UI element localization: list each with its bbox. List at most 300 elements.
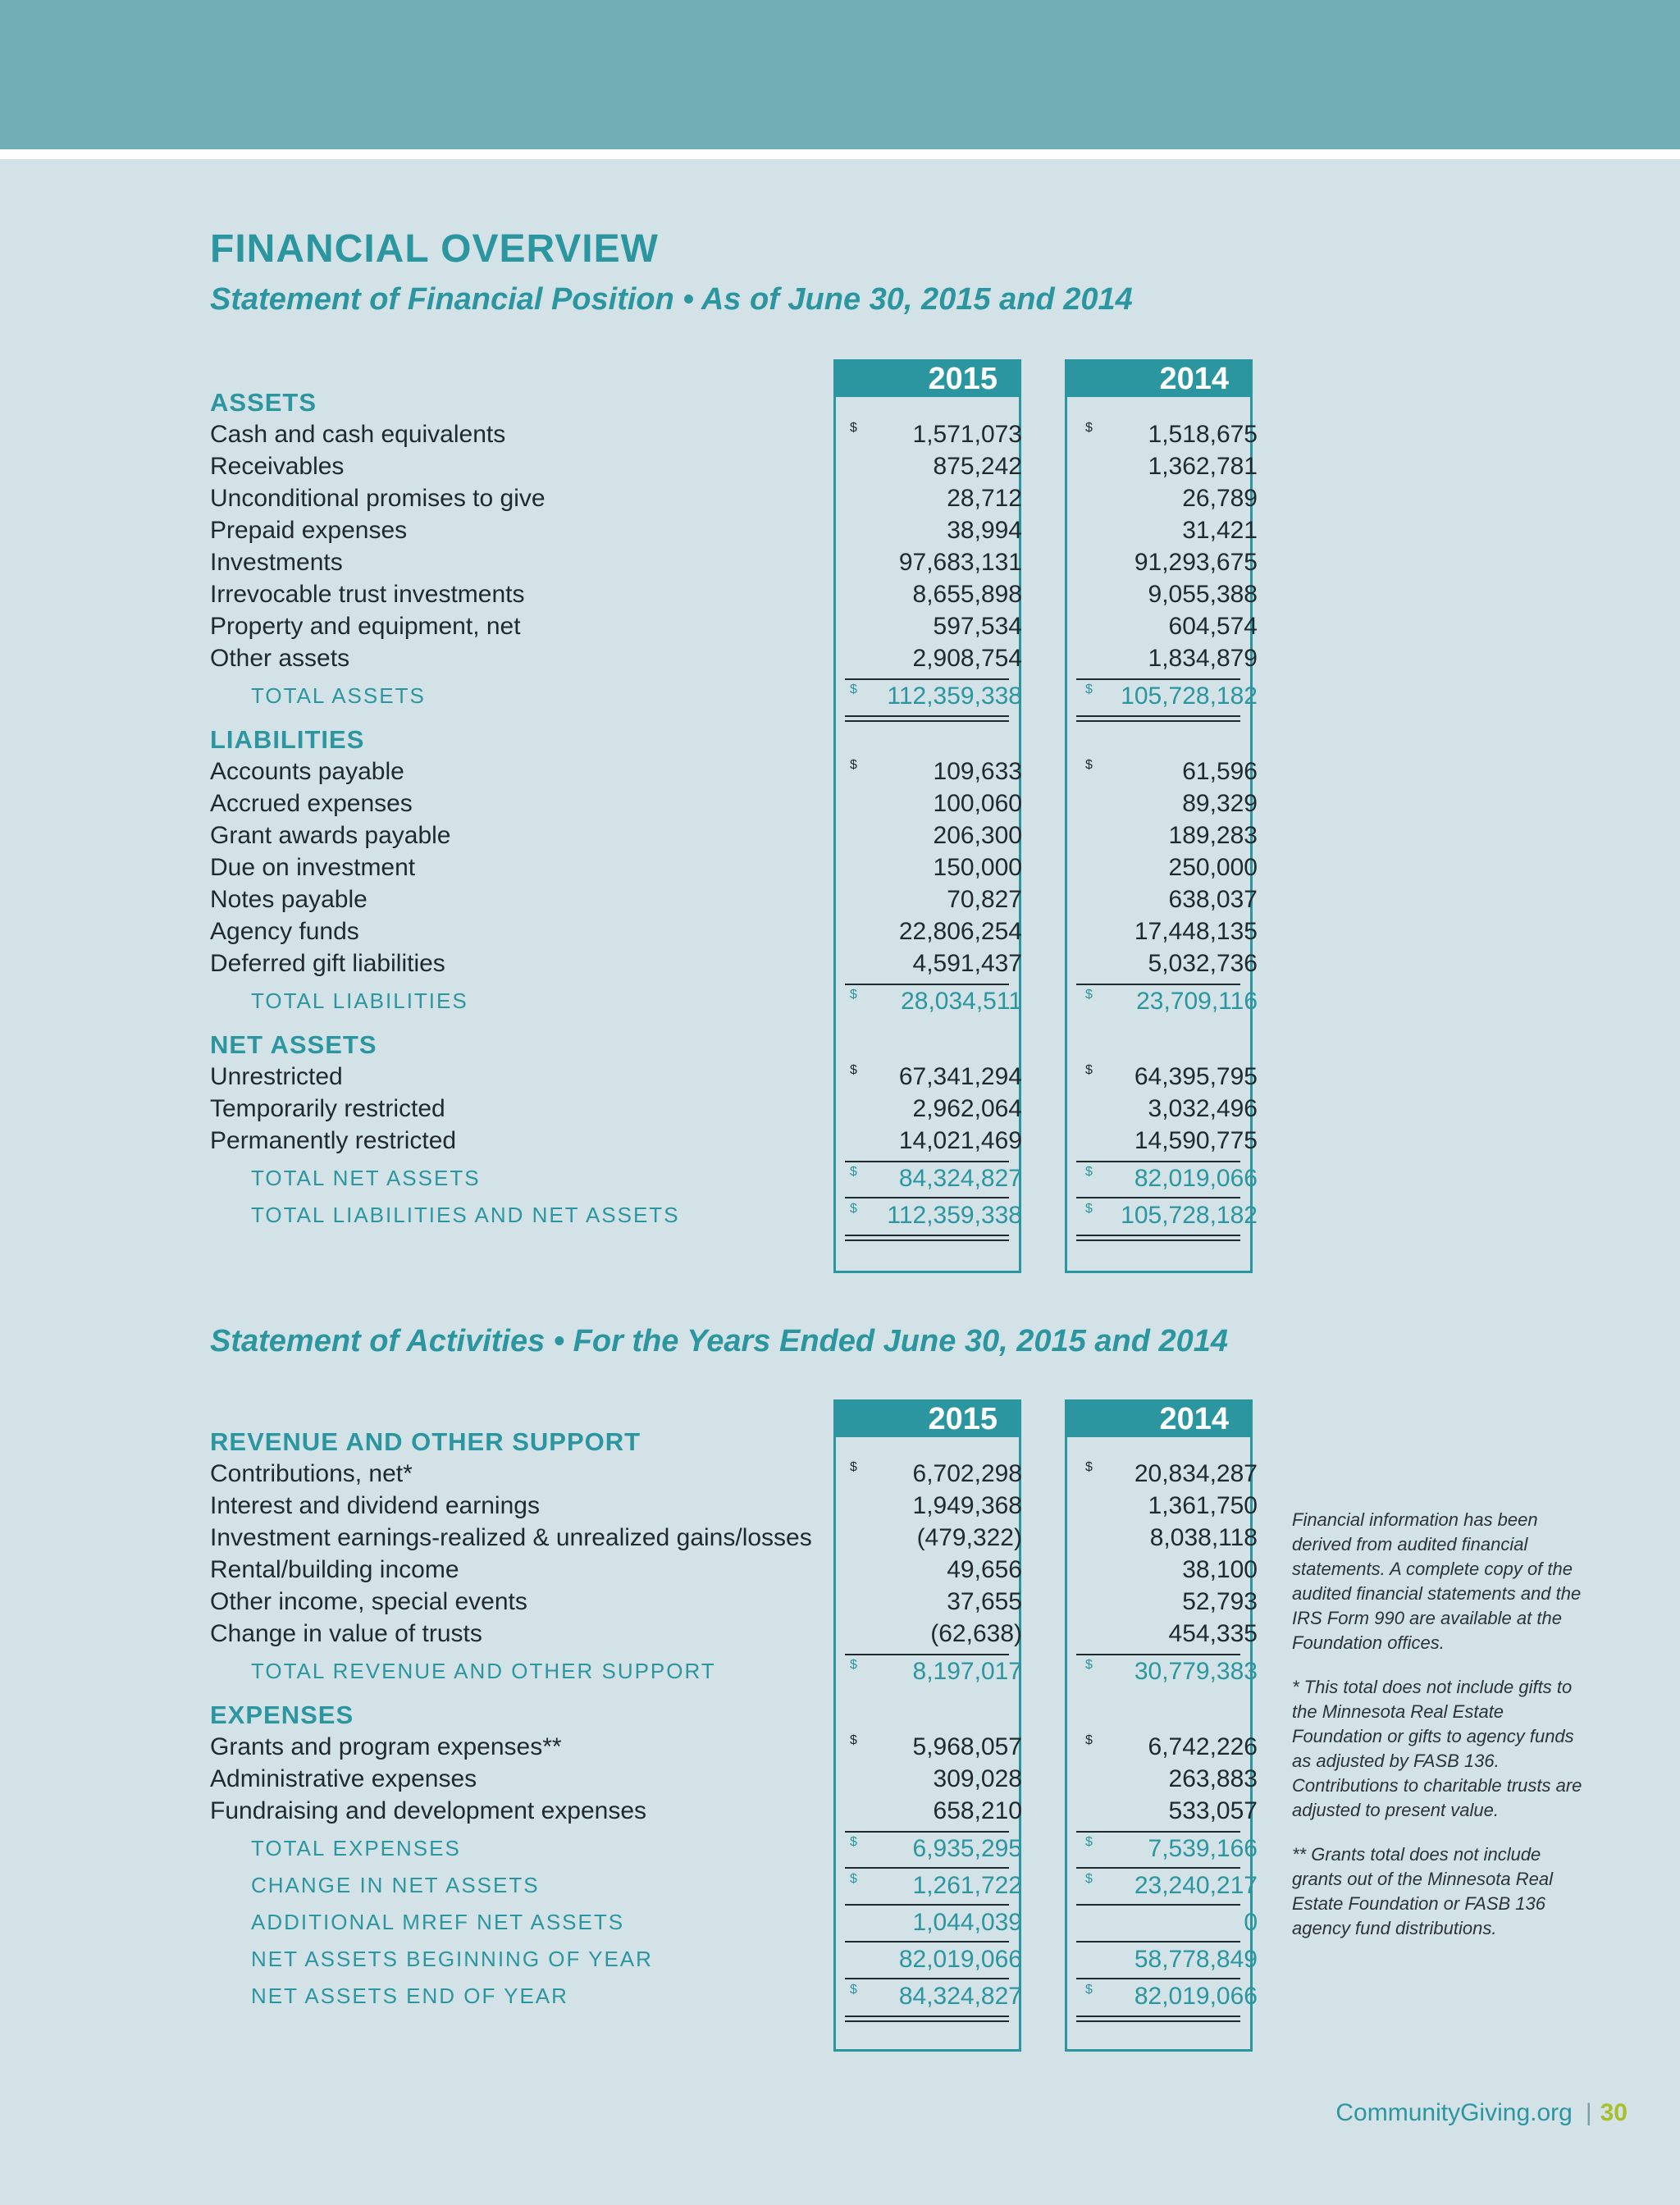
activities-row-label: TOTAL EXPENSES [251, 1836, 461, 1860]
underline-rule [1076, 678, 1240, 680]
activities-amount: 5,968,057 [912, 1733, 1022, 1760]
activities-value-2014 [1085, 1906, 1258, 1938]
position-amount: 22,806,254 [898, 918, 1022, 945]
position-value-2014 [1085, 1199, 1258, 1231]
position-row-section [210, 724, 1260, 756]
position-value-2015 [850, 1093, 1022, 1125]
position-row-label: Prepaid expenses [210, 517, 408, 544]
position-value-2014 [1085, 642, 1258, 674]
position-value-2015 [850, 546, 1022, 578]
position-value-2015 [850, 1162, 1022, 1194]
position-value-2014 [1085, 819, 1258, 851]
position-value-2014 [1085, 418, 1258, 450]
position-row-line [210, 642, 1260, 674]
activities-amount: 1,044,039 [912, 1909, 1022, 1936]
activities-value-2015 [850, 1906, 1022, 1938]
position-row-line [210, 915, 1260, 947]
position-amount: 112,359,338 [887, 1202, 1022, 1229]
activities-row-line [210, 1980, 1260, 2012]
position-value-2015 [850, 883, 1022, 915]
activities-row-section [210, 1426, 1260, 1458]
activities-value-2014 [1085, 1586, 1258, 1618]
underline-rule [1076, 1831, 1240, 1833]
activities-amount: 52,793 [1182, 1588, 1258, 1615]
position-row-line [210, 482, 1260, 514]
position-row-label: TOTAL NET ASSETS [251, 1166, 481, 1190]
position-amount: 150,000 [933, 854, 1022, 881]
dollar-sign: $ [1085, 421, 1093, 435]
position-row-label: Unrestricted [210, 1063, 343, 1090]
position-amount: 4,591,437 [912, 950, 1022, 977]
position-value-2014 [1085, 1061, 1258, 1093]
underline-rule [845, 1904, 1009, 1906]
dollar-sign: $ [850, 1835, 857, 1849]
activities-amount: (479,322) [916, 1524, 1022, 1551]
activities-row-line [210, 1490, 1260, 1522]
activities-amount: 454,335 [1168, 1620, 1258, 1647]
underline-rule [845, 984, 1009, 985]
activities-value-2014 [1085, 1980, 1258, 2012]
position-amount: 1,362,781 [1148, 453, 1258, 480]
position-row-label: Other assets [210, 645, 350, 672]
position-row-line [210, 985, 1260, 1017]
page-footer [1335, 2097, 1628, 2130]
activities-value-2015 [850, 1980, 1022, 2012]
underline-rule [845, 1978, 1009, 1979]
activities-row-line [210, 1458, 1260, 1490]
activities-row-label: TOTAL REVENUE AND OTHER SUPPORT [251, 1659, 716, 1683]
position-amount: 109,633 [933, 758, 1022, 785]
underline-rule [845, 678, 1009, 680]
position-value-2015 [850, 947, 1022, 979]
activities-value-2014 [1085, 1655, 1258, 1687]
position-amount: 61,596 [1182, 758, 1258, 785]
position-value-2015 [850, 418, 1022, 450]
activities-amount: 658,210 [933, 1797, 1022, 1824]
activities-value-2015 [850, 1869, 1022, 1901]
footnotes [1292, 1508, 1587, 1961]
position-amount: 38,994 [947, 517, 1022, 544]
activities-value-2015 [850, 1458, 1022, 1490]
position-amount: 2,962,064 [912, 1095, 1022, 1122]
underline-rule [845, 1235, 1009, 1236]
position-row-label: Permanently restricted [210, 1127, 457, 1154]
position-amount: 638,037 [1168, 886, 1258, 913]
position-amount: 8,655,898 [912, 581, 1022, 608]
position-row-line [210, 546, 1260, 578]
position-amount: 597,534 [933, 613, 1022, 640]
position-row-line [210, 883, 1260, 915]
position-value-2014 [1085, 514, 1258, 546]
activities-row-label: ADDITIONAL MREF NET ASSETS [251, 1910, 625, 1934]
activities-amount: 8,197,017 [912, 1658, 1022, 1685]
position-row-line [210, 1199, 1260, 1231]
dollar-sign: $ [1085, 1658, 1093, 1672]
position-row-line [210, 851, 1260, 883]
activities-row-label: Change in value of trusts [210, 1620, 482, 1647]
underline-rule [845, 1654, 1009, 1655]
activities-row-line [210, 1795, 1260, 1827]
activities-amount: 533,057 [1168, 1797, 1258, 1824]
activities-amount: 6,742,226 [1148, 1733, 1258, 1760]
position-value-2014 [1085, 756, 1258, 788]
position-row-line [210, 418, 1260, 450]
double-underline-rule [1076, 1239, 1240, 1241]
position-row-line [210, 819, 1260, 851]
underline-rule [845, 1867, 1009, 1869]
activities-row-label: Fundraising and development expenses [210, 1797, 647, 1824]
underline-rule [845, 2016, 1009, 2017]
underline-rule [845, 1831, 1009, 1833]
activities-amount: 309,028 [933, 1765, 1022, 1792]
activities-row-line [210, 1554, 1260, 1586]
activities-value-2014 [1085, 1618, 1258, 1650]
underline-rule [1076, 1161, 1240, 1162]
dollar-sign: $ [1085, 1835, 1093, 1849]
position-value-2014 [1085, 680, 1258, 712]
position-row-line [210, 788, 1260, 819]
activities-row-line [210, 1655, 1260, 1687]
position-value-2014 [1085, 947, 1258, 979]
activities-value-2014 [1085, 1554, 1258, 1586]
activities-amount: 0 [1244, 1909, 1258, 1936]
activities-amount: 20,834,287 [1134, 1460, 1258, 1487]
position-row-line [210, 756, 1260, 788]
position-amount: 17,448,135 [1134, 918, 1258, 945]
position-amount: 26,789 [1182, 485, 1258, 512]
position-amount: 875,242 [933, 453, 1022, 480]
position-row-label: Receivables [210, 453, 345, 480]
dollar-sign: $ [1085, 1460, 1093, 1474]
activities-value-2014 [1085, 1522, 1258, 1554]
position-value-2014 [1085, 1125, 1258, 1157]
activities-value-2015 [850, 1833, 1022, 1865]
dollar-sign: $ [850, 1733, 857, 1747]
underline-rule [1076, 2016, 1240, 2017]
dollar-sign: $ [850, 1165, 857, 1179]
position-value-2015 [850, 578, 1022, 610]
position-amount: 189,283 [1168, 822, 1258, 849]
position-row-line [210, 450, 1260, 482]
dollar-sign: $ [850, 421, 857, 435]
position-row-section [210, 386, 1260, 418]
activities-amount: 30,779,383 [1134, 1658, 1258, 1685]
position-value-2015 [850, 610, 1022, 642]
underline-rule [1076, 1941, 1240, 1942]
position-row-line [210, 1162, 1260, 1194]
position-value-2015 [850, 482, 1022, 514]
position-row-label: Notes payable [210, 886, 368, 913]
page-title: FINANCIAL OVERVIEW [210, 227, 659, 271]
double-underline-rule [845, 2020, 1009, 2022]
position-amount: 1,518,675 [1148, 421, 1258, 448]
activities-row-label: NET ASSETS BEGINNING OF YEAR [251, 1947, 653, 1971]
activities-amount: 8,038,118 [1149, 1524, 1258, 1551]
activities-amount: (62,638) [930, 1620, 1022, 1647]
activities-amount: 38,100 [1182, 1556, 1258, 1583]
activities-value-2014 [1085, 1833, 1258, 1865]
activities-row-line [210, 1586, 1260, 1618]
dollar-sign: $ [1085, 682, 1093, 696]
activities-subtitle: Statement of Activities • For the Years Ended June 30, 2015 and 2014 [210, 1324, 1229, 1358]
website-link[interactable]: CommunityGiving.org [1335, 2099, 1573, 2126]
activities-row-label: NET ASSETS END OF YEAR [251, 1984, 568, 2008]
activities-amount: 23,240,217 [1134, 1872, 1258, 1899]
activities-year-2015: 2015 [836, 1399, 1019, 1437]
page-number: 30 [1600, 2099, 1628, 2126]
activities-row-label: Investment earnings-realized & unrealized gains/losses [210, 1524, 812, 1551]
underline-rule [1076, 1197, 1240, 1198]
position-row-label: Unconditional promises to give [210, 485, 546, 512]
position-subtitle: Statement of Financial Position • As of June 30, 2015 and 2014 [210, 282, 1133, 317]
position-amount: 97,683,131 [898, 549, 1022, 576]
underline-rule [1076, 1867, 1240, 1869]
activities-amount: 1,949,368 [912, 1492, 1022, 1519]
position-row-label: ASSETS [210, 388, 317, 417]
activities-value-2015 [850, 1655, 1022, 1687]
position-value-2015 [850, 788, 1022, 819]
position-value-2015 [850, 642, 1022, 674]
position-amount: 1,834,879 [1148, 645, 1258, 672]
position-amount: 112,359,338 [887, 682, 1022, 710]
activities-row-label: Interest and dividend earnings [210, 1492, 540, 1519]
position-amount: 14,590,775 [1134, 1127, 1258, 1154]
underline-rule [1076, 1978, 1240, 1979]
position-value-2014 [1085, 985, 1258, 1017]
double-underline-rule [845, 1239, 1009, 1241]
position-amount: 67,341,294 [898, 1063, 1022, 1090]
activities-value-2015 [850, 1490, 1022, 1522]
position-row-section [210, 1029, 1260, 1061]
activities-amount: 6,935,295 [912, 1835, 1022, 1862]
activities-row-label: Grants and program expenses** [210, 1733, 562, 1760]
dollar-sign: $ [850, 1658, 857, 1672]
dollar-sign: $ [850, 988, 857, 1002]
position-amount: 31,421 [1182, 517, 1258, 544]
position-row-label: Temporarily restricted [210, 1095, 445, 1122]
activities-amount: 49,656 [947, 1556, 1022, 1583]
activities-row-section [210, 1699, 1260, 1731]
position-row-label: Accrued expenses [210, 790, 413, 817]
underline-rule [845, 1161, 1009, 1162]
position-row-label: Due on investment [210, 854, 416, 881]
position-row-line [210, 680, 1260, 712]
dollar-sign: $ [850, 1872, 857, 1886]
position-value-2015 [850, 915, 1022, 947]
position-amount: 84,324,827 [898, 1165, 1022, 1192]
position-amount: 1,571,073 [912, 421, 1022, 448]
dollar-sign: $ [1085, 758, 1093, 772]
position-amount: 105,728,182 [1121, 682, 1258, 710]
activities-row-line [210, 1618, 1260, 1650]
position-amount: 23,709,116 [1136, 988, 1258, 1015]
position-amount: 14,021,469 [898, 1127, 1022, 1154]
position-value-2014 [1085, 450, 1258, 482]
position-row-label: TOTAL LIABILITIES [251, 988, 468, 1013]
position-value-2014 [1085, 788, 1258, 819]
activities-value-2015 [850, 1586, 1022, 1618]
position-amount: 28,034,511 [901, 988, 1022, 1015]
double-underline-rule [1076, 720, 1240, 722]
position-value-2015 [850, 450, 1022, 482]
position-amount: 3,032,496 [1148, 1095, 1258, 1122]
position-value-2015 [850, 756, 1022, 788]
header-band [0, 0, 1680, 149]
position-row-label: Irrevocable trust investments [210, 581, 525, 608]
dollar-sign: $ [1085, 1165, 1093, 1179]
position-amount: 82,019,066 [1134, 1165, 1258, 1192]
position-row-label: Property and equipment, net [210, 613, 521, 640]
position-value-2014 [1085, 915, 1258, 947]
position-row-line [210, 514, 1260, 546]
position-row-line [210, 1061, 1260, 1093]
position-row-label: Accounts payable [210, 758, 404, 785]
activities-row-label: EXPENSES [210, 1701, 354, 1729]
activities-value-2014 [1085, 1763, 1258, 1795]
activities-amount: 1,261,722 [912, 1872, 1022, 1899]
activities-value-2015 [850, 1763, 1022, 1795]
position-amount: 64,395,795 [1134, 1063, 1258, 1090]
underline-rule [1076, 1654, 1240, 1655]
dollar-sign: $ [850, 1460, 857, 1474]
position-row-label: Grant awards payable [210, 822, 451, 849]
position-amount: 9,055,388 [1148, 581, 1258, 608]
activities-value-2015 [850, 1522, 1022, 1554]
activities-row-line [210, 1833, 1260, 1865]
activities-row-line [210, 1906, 1260, 1938]
position-amount: 28,712 [947, 485, 1022, 512]
position-row-line [210, 1125, 1260, 1157]
position-value-2015 [850, 819, 1022, 851]
position-amount: 5,032,736 [1148, 950, 1258, 977]
activities-amount: 82,019,066 [898, 1946, 1022, 1973]
activities-amount: 37,655 [947, 1588, 1022, 1615]
position-value-2015 [850, 514, 1022, 546]
position-amount: 250,000 [1168, 854, 1258, 881]
double-underline-rule [1076, 2020, 1240, 2022]
activities-value-2015 [850, 1554, 1022, 1586]
dollar-sign: $ [850, 1063, 857, 1077]
activities-amount: 58,778,849 [1134, 1946, 1258, 1973]
position-amount: 604,574 [1168, 613, 1258, 640]
underline-rule [845, 1941, 1009, 1942]
activities-value-2014 [1085, 1795, 1258, 1827]
position-row-label: TOTAL LIABILITIES AND NET ASSETS [251, 1203, 680, 1227]
dollar-sign: $ [1085, 988, 1093, 1002]
position-value-2014 [1085, 1162, 1258, 1194]
activities-row-line [210, 1869, 1260, 1901]
note-audited: Financial information has been derived from audited financial statements. A complete copy of the audited financial statements and the IRS Form 990 are available at the Foundation offices. [1292, 1509, 1582, 1653]
footer-separator: | [1585, 2099, 1592, 2126]
note-contributions: * This total does not include gifts to the Minnesota Real Estate Foundation or gifts to agency funds as adjusted by FASB 136. Contributions to charitable trusts are adjusted to present value. [1292, 1677, 1582, 1820]
position-amount: 105,728,182 [1121, 1202, 1258, 1229]
position-value-2014 [1085, 482, 1258, 514]
activities-row-label: Rental/building income [210, 1556, 459, 1583]
position-amount: 89,329 [1182, 790, 1258, 817]
dollar-sign: $ [850, 682, 857, 696]
position-row-line [210, 578, 1260, 610]
position-value-2015 [850, 985, 1022, 1017]
activities-row-line [210, 1522, 1260, 1554]
position-row-line [210, 947, 1260, 979]
activities-amount: 1,361,750 [1148, 1492, 1258, 1519]
position-value-2014 [1085, 546, 1258, 578]
underline-rule [1076, 1235, 1240, 1236]
activities-row-label: CHANGE IN NET ASSETS [251, 1873, 540, 1897]
dollar-sign: $ [850, 1983, 857, 1997]
activities-value-2014 [1085, 1869, 1258, 1901]
position-value-2015 [850, 1061, 1022, 1093]
note-grants: ** Grants total does not include grants out of the Minnesota Real Estate Foundation or FASB 136 agency fund distributions. [1292, 1844, 1553, 1938]
position-value-2014 [1085, 1093, 1258, 1125]
position-year-2015: 2015 [836, 359, 1019, 397]
position-value-2014 [1085, 578, 1258, 610]
position-row-label: Cash and cash equivalents [210, 421, 506, 448]
position-row-label: LIABILITIES [210, 725, 365, 754]
position-row-label: Deferred gift liabilities [210, 950, 445, 977]
position-row-line [210, 610, 1260, 642]
dollar-sign: $ [1085, 1202, 1093, 1216]
position-row-label: Investments [210, 549, 343, 576]
activities-row-line [210, 1731, 1260, 1763]
double-underline-rule [845, 720, 1009, 722]
position-amount: 91,293,675 [1134, 549, 1258, 576]
underline-rule [845, 715, 1009, 717]
position-value-2015 [850, 851, 1022, 883]
activities-row-line [210, 1943, 1260, 1975]
dollar-sign: $ [1085, 1063, 1093, 1077]
activities-value-2015 [850, 1795, 1022, 1827]
dollar-sign: $ [1085, 1872, 1093, 1886]
activities-amount: 7,539,166 [1148, 1835, 1258, 1862]
activities-row-line [210, 1763, 1260, 1795]
position-year-2014: 2014 [1067, 359, 1250, 397]
position-row-label: NET ASSETS [210, 1030, 377, 1059]
position-row-label: Agency funds [210, 918, 359, 945]
position-row-label: TOTAL ASSETS [251, 683, 426, 708]
position-amount: 100,060 [933, 790, 1022, 817]
underline-rule [845, 1197, 1009, 1198]
position-amount: 70,827 [947, 886, 1022, 913]
dollar-sign: $ [1085, 1733, 1093, 1747]
activities-row-label: Contributions, net* [210, 1460, 413, 1487]
activities-row-label: Administrative expenses [210, 1765, 477, 1792]
position-value-2014 [1085, 851, 1258, 883]
activities-value-2015 [850, 1731, 1022, 1763]
header-stripe [0, 149, 1680, 159]
activities-amount: 82,019,066 [1134, 1983, 1258, 2010]
underline-rule [1076, 715, 1240, 717]
activities-amount: 263,883 [1168, 1765, 1258, 1792]
position-value-2014 [1085, 883, 1258, 915]
activities-year-2014: 2014 [1067, 1399, 1250, 1437]
underline-rule [1076, 1904, 1240, 1906]
position-amount: 206,300 [933, 822, 1022, 849]
activities-amount: 84,324,827 [898, 1983, 1022, 2010]
activities-value-2014 [1085, 1731, 1258, 1763]
dollar-sign: $ [850, 1202, 857, 1216]
position-amount: 2,908,754 [912, 645, 1022, 672]
activities-value-2014 [1085, 1458, 1258, 1490]
position-value-2015 [850, 680, 1022, 712]
position-value-2015 [850, 1125, 1022, 1157]
activities-row-label: REVENUE AND OTHER SUPPORT [210, 1427, 641, 1456]
activities-value-2014 [1085, 1490, 1258, 1522]
activities-value-2014 [1085, 1943, 1258, 1975]
position-value-2015 [850, 1199, 1022, 1231]
activities-value-2015 [850, 1618, 1022, 1650]
position-row-line [210, 1093, 1260, 1125]
